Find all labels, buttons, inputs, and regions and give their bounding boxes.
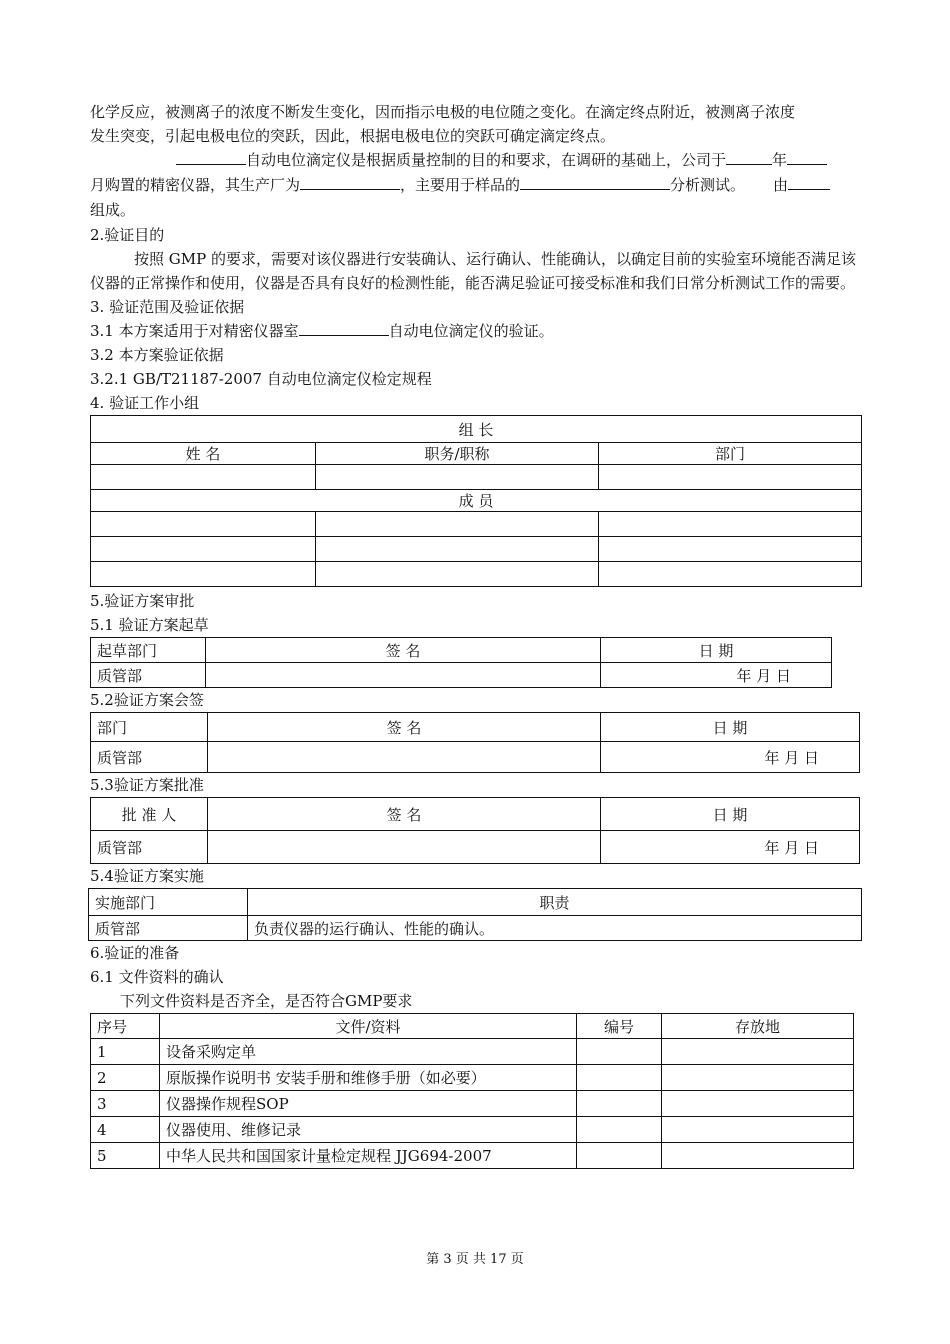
blank-model: [176, 148, 246, 165]
table-cell: [599, 562, 862, 587]
impl-h-duty: 职责: [248, 889, 862, 916]
document-page: [90, 100, 862, 1169]
doc-h-no: 序号: [91, 1014, 160, 1039]
section-5-4: 5.4验证方案实施: [90, 867, 204, 885]
approval-h-sign: 签 名: [208, 798, 601, 831]
team-members-header: 成 员: [91, 490, 862, 512]
table-cell: [599, 537, 862, 562]
table-cell: [316, 562, 599, 587]
table-row: [91, 1143, 854, 1169]
blank-manufacturer: [300, 173, 400, 190]
table-cell: [316, 465, 599, 490]
table-cell: [316, 537, 599, 562]
doc-no: 5: [91, 1143, 160, 1169]
table-row: [91, 1039, 854, 1065]
countersign-r-dept: 质管部: [91, 742, 208, 773]
blank-month: [787, 148, 827, 165]
doc-title: 仪器使用、维修记录: [160, 1117, 577, 1143]
countersign-h-sign: 签 名: [208, 713, 601, 742]
team-leader-header: 组 长: [91, 416, 862, 443]
intro-fill-d: 分析测试。: [670, 176, 746, 194]
col-dept: 部门: [599, 443, 862, 465]
table-row: [91, 1117, 854, 1143]
table-cell: [316, 512, 599, 537]
section-4-title: 4. 验证工作小组: [90, 394, 200, 412]
intro-fill-year: 年: [772, 151, 788, 169]
table-row: [91, 1091, 854, 1117]
section-3-2-1: 3.2.1 GB/T21187-2007 自动电位滴定仪检定规程: [90, 370, 432, 388]
section-3-1-b: 自动电位滴定仪的验证。: [388, 322, 554, 340]
intro-fill-by: 由: [773, 176, 789, 194]
doc-h-code: 编号: [577, 1014, 662, 1039]
doc-h-doc: 文件/资料: [160, 1014, 577, 1039]
blank-year: [726, 148, 772, 165]
documents-table: [90, 1013, 854, 1169]
intro-fill-a: 自动电位滴定仪是根据质量控制的目的和要求，在调研的基础上，公司于: [246, 151, 727, 169]
table-cell: [91, 537, 316, 562]
table-cell: [208, 742, 601, 773]
section-6-1-note: 下列文件资料是否齐全，是否符合GMP要求: [120, 992, 413, 1010]
blank-lab: [299, 319, 389, 336]
implementation-table: [88, 888, 862, 941]
impl-h-dept: 实施部门: [89, 889, 248, 916]
table-cell: [599, 465, 862, 490]
section-3-1: [90, 319, 862, 343]
approval-h-date: 日 期: [601, 798, 860, 831]
intro-fill-c: ，主要用于样品的: [400, 176, 521, 194]
doc-title: 设备采购定单: [160, 1039, 577, 1065]
intro-fill-paragraph: [90, 148, 862, 223]
team-table: [90, 415, 862, 587]
countersign-h-dept: 部门: [91, 713, 208, 742]
doc-no: 1: [91, 1039, 160, 1065]
table-cell: [662, 1065, 854, 1091]
table-cell: [91, 512, 316, 537]
blank-composition: [788, 173, 830, 190]
doc-h-location: 存放地: [662, 1014, 854, 1039]
table-cell: [577, 1117, 662, 1143]
page-footer: 第 3 页 共 17 页: [426, 1252, 524, 1267]
intro-fill-e: 组成。: [90, 201, 136, 219]
section-3-title: 3. 验证范围及验证依据: [90, 298, 245, 316]
intro-fill-b: 月购置的精密仪器，其生产厂为: [90, 176, 301, 194]
section-5-1: 5.1 验证方案起草: [90, 616, 209, 634]
col-title: 职务/职称: [316, 443, 599, 465]
draft-h-dept: 起草部门: [91, 638, 206, 663]
section-5-title: 5.验证方案审批: [90, 592, 195, 610]
approval-r-dept: 质管部: [91, 831, 208, 864]
section-6-1: 6.1 文件资料的确认: [90, 968, 224, 986]
impl-r-duty: 负责仪器的运行确认、性能的确认。: [248, 916, 862, 941]
approval-table: [90, 797, 860, 864]
doc-no: 3: [91, 1091, 160, 1117]
intro-line-2: 发生突变，引起电极电位的突跃，因此，根据电极电位的突跃可确定滴定终点。: [90, 127, 616, 145]
doc-title: 原版操作说明书 安装手册和维修手册（如必要）: [160, 1065, 577, 1091]
table-cell: [208, 831, 601, 864]
table-row: [91, 1065, 854, 1091]
doc-no: 2: [91, 1065, 160, 1091]
intro-line-1: 化学反应，被测离子的浓度不断发生变化，因而指示电极的电位随之变化。在滴定终点附近，被测离子浓度: [90, 103, 796, 121]
section-2-body: 按照 GMP 的要求，需要对该仪器进行安装确认、运行确认、性能确认，以确定目前的实验室环境能否满足该仪器的正常操作和使用，仪器是否具有良好的检测性能，能否满足验证可接受标准和我们日常分析测试工作的需要。: [90, 250, 856, 292]
table-cell: [91, 465, 316, 490]
table-cell: [599, 512, 862, 537]
table-cell: [662, 1039, 854, 1065]
countersign-h-date: 日 期: [601, 713, 860, 742]
countersign-table: [90, 712, 860, 773]
doc-no: 4: [91, 1117, 160, 1143]
table-cell: [662, 1091, 854, 1117]
approval-r-date: 年 月 日: [601, 831, 860, 864]
draft-r-date: 年 月 日: [601, 663, 832, 688]
table-cell: [577, 1143, 662, 1169]
section-6-title: 6.验证的准备: [90, 944, 180, 962]
section-2-title: 2.验证目的: [90, 226, 165, 244]
countersign-r-date: 年 月 日: [601, 742, 860, 773]
table-cell: [206, 663, 601, 688]
table-cell: [662, 1117, 854, 1143]
approval-h-person: 批 准 人: [91, 798, 208, 831]
section-5-3: 5.3验证方案批准: [90, 776, 204, 794]
section-5-2: 5.2验证方案会签: [90, 691, 204, 709]
doc-title: 中华人民共和国国家计量检定规程 JJG694-2007: [160, 1143, 577, 1169]
doc-title: 仪器操作规程SOP: [160, 1091, 577, 1117]
table-cell: [577, 1091, 662, 1117]
impl-r-dept: 质管部: [89, 916, 248, 941]
blank-sample: [520, 173, 670, 190]
table-cell: [91, 562, 316, 587]
table-cell: [662, 1143, 854, 1169]
draft-table: [90, 637, 832, 688]
table-cell: [577, 1065, 662, 1091]
section-3-1-a: 3.1 本方案适用于对精密仪器室: [90, 322, 299, 340]
section-3-2: 3.2 本方案验证依据: [90, 346, 224, 364]
draft-h-date: 日 期: [601, 638, 832, 663]
draft-h-sign: 签 名: [206, 638, 601, 663]
col-name: 姓 名: [91, 443, 316, 465]
table-cell: [577, 1039, 662, 1065]
draft-r-dept: 质管部: [91, 663, 206, 688]
